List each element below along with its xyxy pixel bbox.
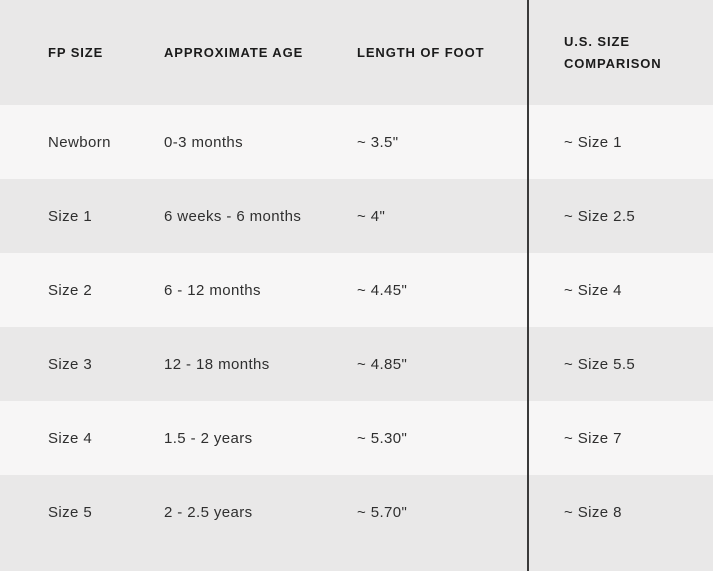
table-row (0, 105, 713, 179)
cell-fp-size: Size 5 (48, 503, 93, 521)
cell-foot-length: ~ 3.5" (357, 133, 399, 151)
cell-foot-length: ~ 4" (357, 207, 386, 225)
cell-foot-length: ~ 4.85" (357, 355, 408, 373)
header-cell-length-of-foot (309, 42, 527, 64)
cell-us-size: ~ Size 1 (564, 133, 622, 151)
header-cell-approximate-age (116, 42, 309, 64)
cell-approximate-age: 6 weeks - 6 months (164, 207, 302, 225)
cell-fp-size: Size 4 (48, 429, 93, 447)
table-row (0, 253, 713, 327)
cell-approximate-age: 1.5 - 2 years (164, 429, 253, 447)
cell-approximate-age: 12 - 18 months (164, 355, 270, 373)
cell-foot-length: ~ 5.70" (357, 503, 408, 521)
cell-us-size: ~ Size 8 (564, 503, 622, 521)
table-row (0, 475, 713, 549)
cell-us-size: ~ Size 4 (564, 281, 622, 299)
header-cell-us-size-comparison (527, 31, 713, 75)
table-row (0, 401, 713, 475)
table-header-row (0, 0, 713, 105)
cell-fp-size: Newborn (48, 133, 111, 151)
table-row (0, 327, 713, 401)
header-label: LENGTH OF FOOT (357, 44, 485, 60)
cell-us-size: ~ Size 2.5 (564, 207, 636, 225)
cell-approximate-age: 6 - 12 months (164, 281, 261, 299)
cell-approximate-age: 0-3 months (164, 133, 244, 151)
cell-foot-length: ~ 5.30" (357, 429, 408, 447)
header-label: FP SIZE (48, 44, 104, 60)
cell-fp-size: Size 3 (48, 355, 93, 373)
cell-approximate-age: 2 - 2.5 years (164, 503, 253, 521)
cell-us-size: ~ Size 5.5 (564, 355, 636, 373)
cell-fp-size: Size 1 (48, 207, 93, 225)
header-label: APPROXIMATE AGE (164, 44, 304, 60)
header-label: U.S. SIZE COMPARISON (564, 33, 662, 71)
cell-us-size: ~ Size 7 (564, 429, 622, 447)
column-divider-line (527, 0, 529, 571)
cell-fp-size: Size 2 (48, 281, 93, 299)
table-row (0, 179, 713, 253)
cell-foot-length: ~ 4.45" (357, 281, 408, 299)
header-cell-fp-size (0, 42, 116, 64)
